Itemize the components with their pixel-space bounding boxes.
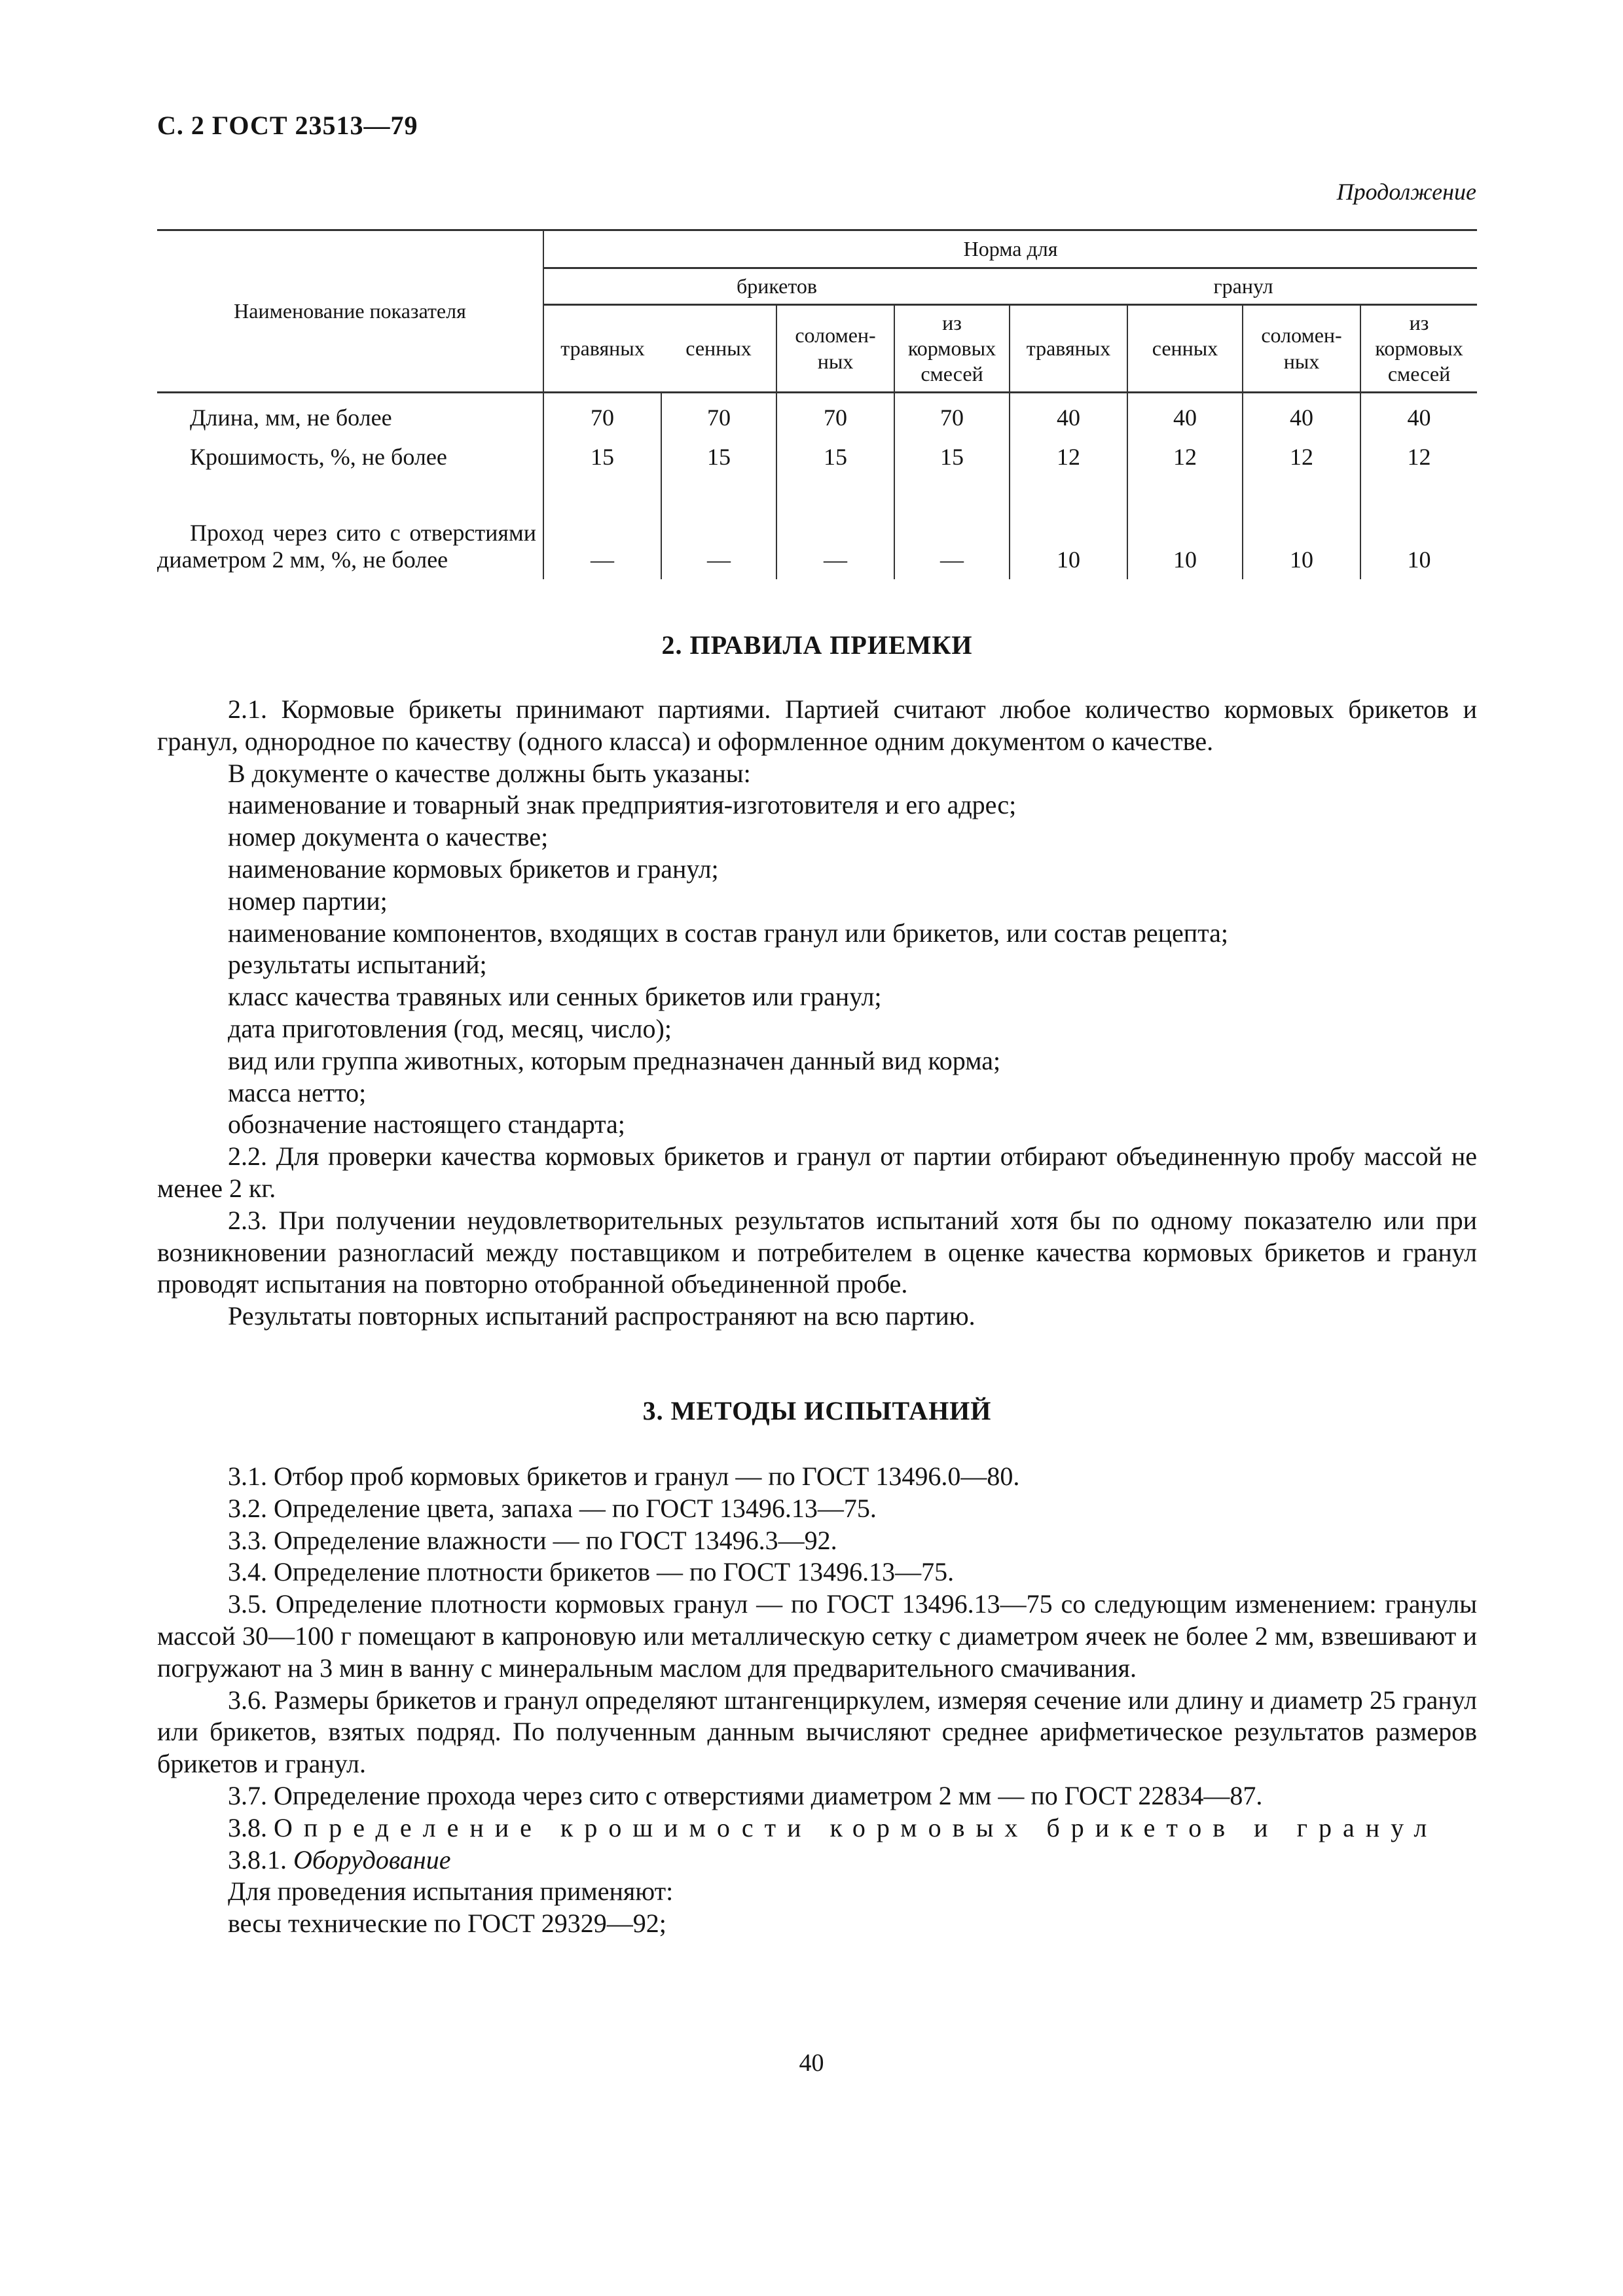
table-cell: 70 (776, 393, 894, 439)
table-cell: 70 (661, 393, 776, 439)
paragraph-2-3: 2.3. При получении неудовлетворительных результатов испытаний хотя бы по одному показателю или при возникновении разногласий между поставщиком и потребителем в оценке качества кормовых брикетов и гранул проводят испытания на повторно отобранной объединенной пробе. (157, 1205, 1477, 1299)
table-cell: 40 (1243, 393, 1360, 439)
table-cell: 10 (1243, 477, 1360, 579)
list-item: дата приготовления (год, месяц, число); (228, 1013, 672, 1043)
paragraph-3-4: 3.4. Определение плотности брикетов — по ГОСТ 13496.13—75. (228, 1557, 955, 1587)
table-cell: 10 (1127, 477, 1243, 579)
table-cell: — (661, 477, 776, 579)
section-2-title: 2. ПРАВИЛА ПРИЕМКИ (661, 630, 973, 660)
table-cell: 40 (1407, 404, 1431, 431)
paragraph-2-1: 2.1. Кормовые брикеты принимают партиями. Партией считают любое количество кормовых брикетов и гранул, однородное по качеству (одного класса) и оформленное одним документом о качестве. (157, 694, 1477, 756)
table-cell: 12 (1127, 438, 1243, 477)
table-cell: — (894, 477, 1010, 579)
list-item: результаты испытаний; (228, 950, 487, 980)
header-col-1: травяных (543, 305, 661, 393)
header-col-3: соломен- ных (776, 305, 894, 393)
header-col-2: сенных (661, 305, 776, 393)
table-row (157, 438, 1477, 477)
header-col-5: травяных (1010, 305, 1127, 393)
list-item: наименование компонентов, входящих в состав гранул или брикетов, или состав рецепта; (228, 918, 1229, 948)
header-col-7: соломен- ных (1243, 305, 1360, 393)
table-cell: 10 (1010, 477, 1127, 579)
table-cell: 15 (894, 438, 1010, 477)
paragraph-3-6: 3.6. Размеры брикетов и гранул определяют штангенциркулем, измеряя сечение или длину и диаметр 25 гранул или брикетов, взятых подряд. По полученным данным вычисляют среднее арифметическое результатов размеров брикетов и гранул. (157, 1685, 1477, 1779)
header-col-8: из кормовых смесей (1360, 305, 1477, 393)
list-item: масса нетто; (228, 1077, 367, 1107)
list-item: номер документа о качестве; (228, 822, 549, 852)
paragraph-3-7: 3.7. Определение прохода через сито с отверстиями диаметром 2 мм — по ГОСТ 22834—87. (228, 1780, 1263, 1810)
list-item: класс качества травяных или сенных брикетов или гранул; (228, 982, 882, 1012)
paragraph-2-1-intro: В документе о качестве должны быть указаны: (228, 758, 751, 788)
list-item: номер партии; (228, 886, 388, 916)
table-cell: 15 (543, 438, 661, 477)
paragraph-3-1: 3.1. Отбор проб кормовых брикетов и гранул — по ГОСТ 13496.0—80. (228, 1462, 1020, 1491)
table-cell: — (776, 477, 894, 579)
row-name: Крошимость, %, не более (157, 438, 543, 477)
list-item: наименование кормовых брикетов и гранул; (228, 853, 719, 884)
list-item: вид или группа животных, которым предназначен данный вид корма; (228, 1045, 1001, 1075)
table-cell: 70 (543, 393, 661, 439)
table-cell: 40 (1127, 393, 1243, 439)
page-number: 40 (799, 2049, 824, 2077)
row-name: Длина, мм, не более (157, 393, 543, 439)
table-cell: 12 (1407, 444, 1431, 471)
table-cell: 15 (661, 438, 776, 477)
equipment-item: весы технические по ГОСТ 29329—92; (228, 1909, 666, 1939)
table-cell: — (543, 477, 661, 579)
paragraph-3-2: 3.2. Определение цвета, запаха — по ГОСТ 13496.13—75. (228, 1493, 877, 1523)
paragraph-3-8-number: 3.8. (228, 1812, 267, 1842)
table-cell: 12 (1243, 438, 1360, 477)
header-group-granules: гранул (1010, 268, 1477, 305)
paragraph-3-8 (157, 1812, 1477, 1844)
header-group-briquettes: брикетов (543, 268, 1010, 305)
header-col-4: из кормовых смесей (894, 305, 1010, 393)
list-item: обозначение настоящего стандарта; (228, 1109, 625, 1139)
paragraph-3-3: 3.3. Определение влажности — по ГОСТ 13496.3—92. (228, 1525, 837, 1555)
header-norm: Норма для (543, 230, 1477, 268)
table-row (157, 393, 1477, 439)
table-cell: 70 (894, 393, 1010, 439)
paragraph-3-8-title: Определение крошимости кормовых брикетов и гранул (274, 1812, 1438, 1842)
section-2-body (157, 694, 1477, 1333)
section-3-body (157, 1461, 1477, 1940)
header-col-6: сенных (1127, 305, 1243, 393)
paragraph-3-8-1-title: Оборудование (293, 1844, 451, 1874)
table-cell: 40 (1010, 393, 1127, 439)
row-name: Проход через сито с отверстиями диаметром 2 мм, %, не более (157, 477, 543, 579)
paragraph-3-8-1-intro: Для проведения испытания применяют: (228, 1876, 674, 1907)
table-cell: 12 (1010, 438, 1127, 477)
paragraph-3-8-1-number: 3.8.1. (228, 1844, 287, 1874)
header-indicator-name: Наименование показателя (157, 230, 543, 393)
section-3-title: 3. МЕТОДЫ ИСПЫТАНИЙ (642, 1396, 992, 1426)
table-cell: 15 (776, 438, 894, 477)
paragraph-2-3-result: Результаты повторных испытаний распространяют на всю партию. (228, 1301, 976, 1331)
table-cell: 10 (1407, 546, 1431, 573)
table-row (157, 477, 1477, 579)
paragraph-3-5: 3.5. Определение плотности кормовых гранул — по ГОСТ 13496.13—75 со следующим изменением: гранулы массой 30—100 г помещают в капроновую или металлическую сетку с диаметром ячеек не более 2 мм, взвешивают и погружают на 3 мин в ванну с минеральным маслом для предварительного смачивания. (157, 1589, 1477, 1683)
document-header: С. 2 ГОСТ 23513—79 (157, 111, 418, 140)
norms-table (157, 229, 1477, 579)
list-item: наименование и товарный знак предприятия-изготовителя и его адрес; (228, 790, 1017, 820)
continuation-label: Продолжение (1336, 179, 1476, 205)
paragraph-3-8-1 (157, 1844, 1477, 1876)
paragraph-2-2: 2.2. Для проверки качества кормовых брикетов и гранул от партии отбирают объединенную пробу массой не менее 2 кг. (157, 1141, 1477, 1203)
